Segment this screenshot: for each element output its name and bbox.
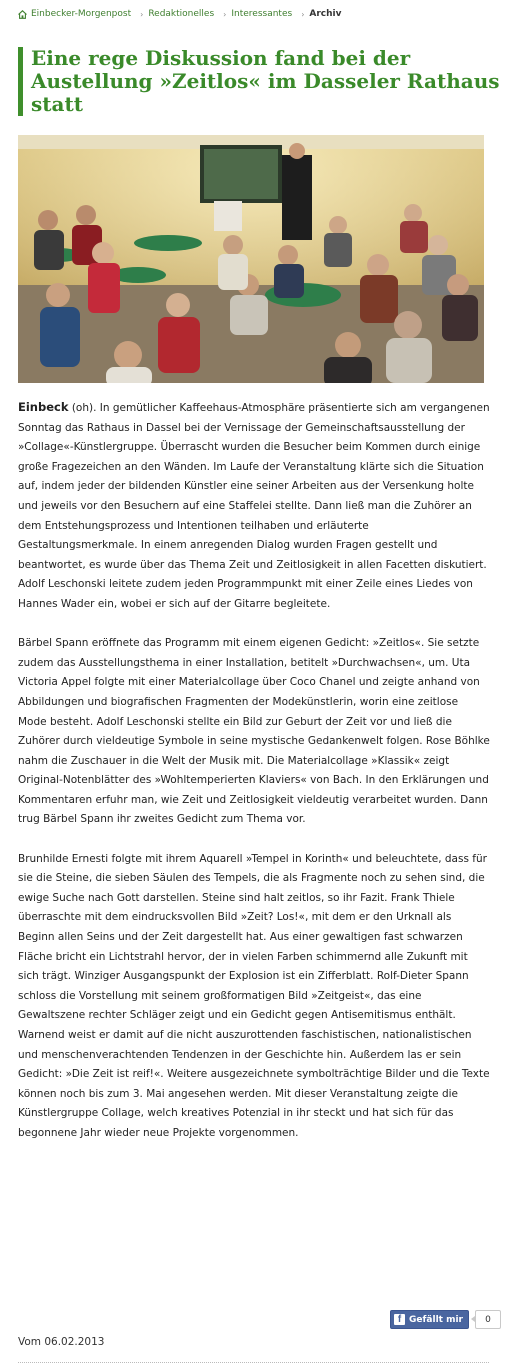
breadcrumb-home-link[interactable]: Einbecker-Morgenpost — [31, 9, 132, 19]
article-paragraph: Brunhilde Ernesti folgte mit ihrem Aquarell »Tempel in Korinth« und beleuchtete, dass für sie die Steine, die sieben Säulen des Tempels, die als Fragmente noch zu sehen sind, die ewige Suche nach Gott darstellen. Steine sind halt zeitlos, so ihr Fazit. Frank Thiele überraschte mit dem eindrucksvollen Bild »Zeit? Los!«, mit dem er den Urknall als Beginn allen Seins und der Zeit dargestellt hat. Aus einer gewaltigen fast schwarzen Fläche bricht ein Lichtstrahl hervor, der in vielen Farben schimmernd alle Zukunft mit sich trägt. Winziger Ausgangspunkt der Explosion ist ein Zifferblatt. Rolf-Dieter Spann schloss die Vorstellung mit seinem großformatigen Bild »Zeitgeist«, das eine Gewaltszene rechter Schläger zeigt und ein Gedicht gegen Antisemitismus enthält. Warnend weist er damit auf die nicht auszurottenden faschistischen, nationalistischen und menschenverachtenden Tendenzen in der Geschichte hin. Außerdem las er sein Gedicht: »Die Zeit ist reif!«. Weitere ausgezeichnete symbolträchtige Bilder und die Texte können noch bis zum 3. Mai angesehen werden. Mit dieser Veranstaltung zeigte die Künstlergruppe Collage, welch kreatives Potenzial in ihr steckt und hat sich für das begonnene Jahr wieder neue Projekte vorgenommen. — [18, 852, 490, 1139]
article-body — [18, 398, 490, 1163]
divider — [18, 1362, 489, 1363]
paragraph-text: (oh). In gemütlicher Kaffeehaus-Atmosphäre präsentierte sich am vergangenen Sonntag das Rathaus in Dassel bei der Vernissage der Gemeinschaftsausstellung der »Collage«-Künstlergruppe. Überrascht wurden die Besucher beim Kommen durch einige große Fragezeichen an den Wänden. Im Laufe der Veranstaltung klärte sich die Situation auf, indem jeder der bildenden Künstler eine seiner Arbeiten aus der Versenkung holte und jeweils vor den Besuchern auf eine Staffelei stellte. Dann ließ man die Zuhörer an dem Entstehungsprozess und Intentionen teilhaben und erläuterte Gestaltungsmerkmale. In einem anregenden Dialog wurden Fragen gestellt und beantwortet, es wurde über das Thema Zeit und Zeitlosigkeit in allen Facetten diskutiert. Adolf Leschonski leitete zudem jeden Programmpunkt mit einer Zeile eines Liedes von Hannes Wader ein, wobei er sich auf der Gitarre begleitete. — [18, 402, 490, 610]
facebook-like-label: Gefällt mir — [409, 1314, 463, 1325]
article-date: Vom 06.02.2013 — [18, 1336, 105, 1348]
facebook-like-widget — [390, 1310, 501, 1329]
article-paragraph: Bärbel Spann eröffnete das Programm mit einem eigenen Gedicht: »Zeitlos«. Sie setzte zudem das Ausstellungsthema in einer Installation, betitelt »Durchwachsen«, um. Uta Victoria Appel folgte mit einer Materialcollage über Coco Chanel und zeigte anhand von Abbildungen und biografischen Fragmenten der Modekünstlerin, worin eine zeitlose Mode besteht. Adolf Leschonski stellte ein Bild zur Geburt der Zeit vor und ließ die Zuhörer durch vieldeutige Symbole in seine mystische Gedankenwelt folgen. Rose Böhlke nahm die Zuschauer in die Welt der Musik mit. Die Materialcollage »Klassik« zeigt Original-Notenblätter des »Wohltemperierten Klaviers« von Bach. In den Erklärungen und Kommentaren erfuhr man, wie Zeit und Zeitlosigkeit vieldeutig verarbeitet wurden. Dann trug Bärbel Spann ihr zweites Gedicht zum Thema vor. — [18, 637, 490, 826]
article-paragraph — [18, 398, 490, 615]
breadcrumb — [18, 7, 342, 21]
breadcrumb-redaktionelles-link[interactable]: Redaktionelles — [148, 9, 215, 19]
headline-block — [18, 47, 501, 116]
home-icon[interactable] — [18, 10, 27, 19]
article-dateline: Einbeck — [18, 400, 69, 414]
article-headline: Eine rege Diskussion fand bei der Austellung »Zeitlos« im Dasseler Rathaus statt — [31, 46, 500, 116]
breadcrumb-interessantes-link[interactable]: Interessantes — [231, 9, 293, 19]
breadcrumb-separator: › — [223, 9, 227, 19]
breadcrumb-separator: › — [301, 9, 305, 19]
facebook-like-count: 0 — [475, 1310, 501, 1329]
facebook-like-button[interactable] — [390, 1310, 469, 1329]
breadcrumb-separator: › — [140, 9, 144, 19]
article-photo — [18, 135, 484, 383]
breadcrumb-current: Archiv — [309, 9, 342, 19]
facebook-icon: f — [394, 1314, 405, 1325]
